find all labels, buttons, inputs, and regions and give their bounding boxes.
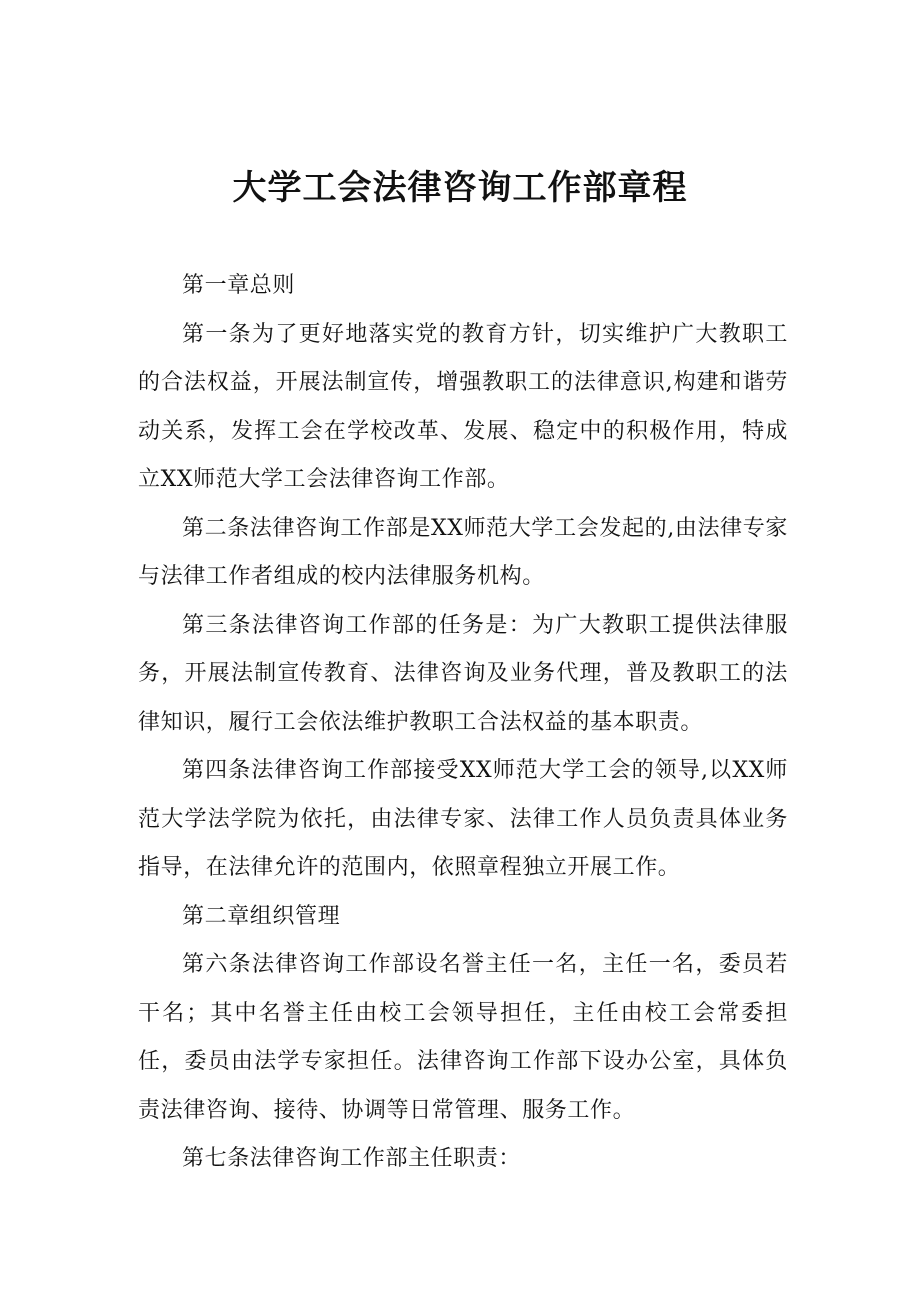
article-6: 第六条法律咨询工作部设名誉主任一名，主任一名，委员若干名；其中名誉主任由校工会领导担任，主任由校工会常委担任，委员由法学专家担任。法律咨询工作部下设办公室，具体负责法律咨询、接待、协调等日常管理、服务工作。 — [138, 952, 788, 1123]
article-3: 第三条法律咨询工作部的任务是：为广大教职工提供法律服务，开展法制宣传教育、法律咨询及业务代理，普及教职工的法律知识，履行工会依法维护教职工合法权益的基本职责。 — [138, 612, 788, 735]
chapter-1-heading: 第一章总则 — [182, 273, 296, 298]
article-7: 第七条法律咨询工作部主任职责： — [182, 1146, 522, 1171]
article-1: 第一条为了更好地落实党的教育方针，切实维护广大教职工的合法权益，开展法制宣传，增强教职工的法律意识,构建和谐劳动关系，发挥工会在学校改革、发展、稳定中的积极作用，特成立XX师范大学工会法律咨询工作部。 — [138, 321, 788, 492]
document-body — [138, 262, 788, 1184]
document-title: 大学工会法律咨询工作部章程 — [232, 168, 688, 208]
article-4: 第四条法律咨询工作部接受XX师范大学工会的领导,以XX师范大学法学院为依托，由法律专家、法律工作人员负责具体业务指导，在法律允许的范围内，依照章程独立开展工作。 — [138, 758, 788, 880]
article-2: 第二条法律咨询工作部是XX师范大学工会发起的,由法律专家与法律工作者组成的校内法律服务机构。 — [138, 515, 788, 589]
chapter-2-heading: 第二章组织管理 — [182, 903, 341, 929]
